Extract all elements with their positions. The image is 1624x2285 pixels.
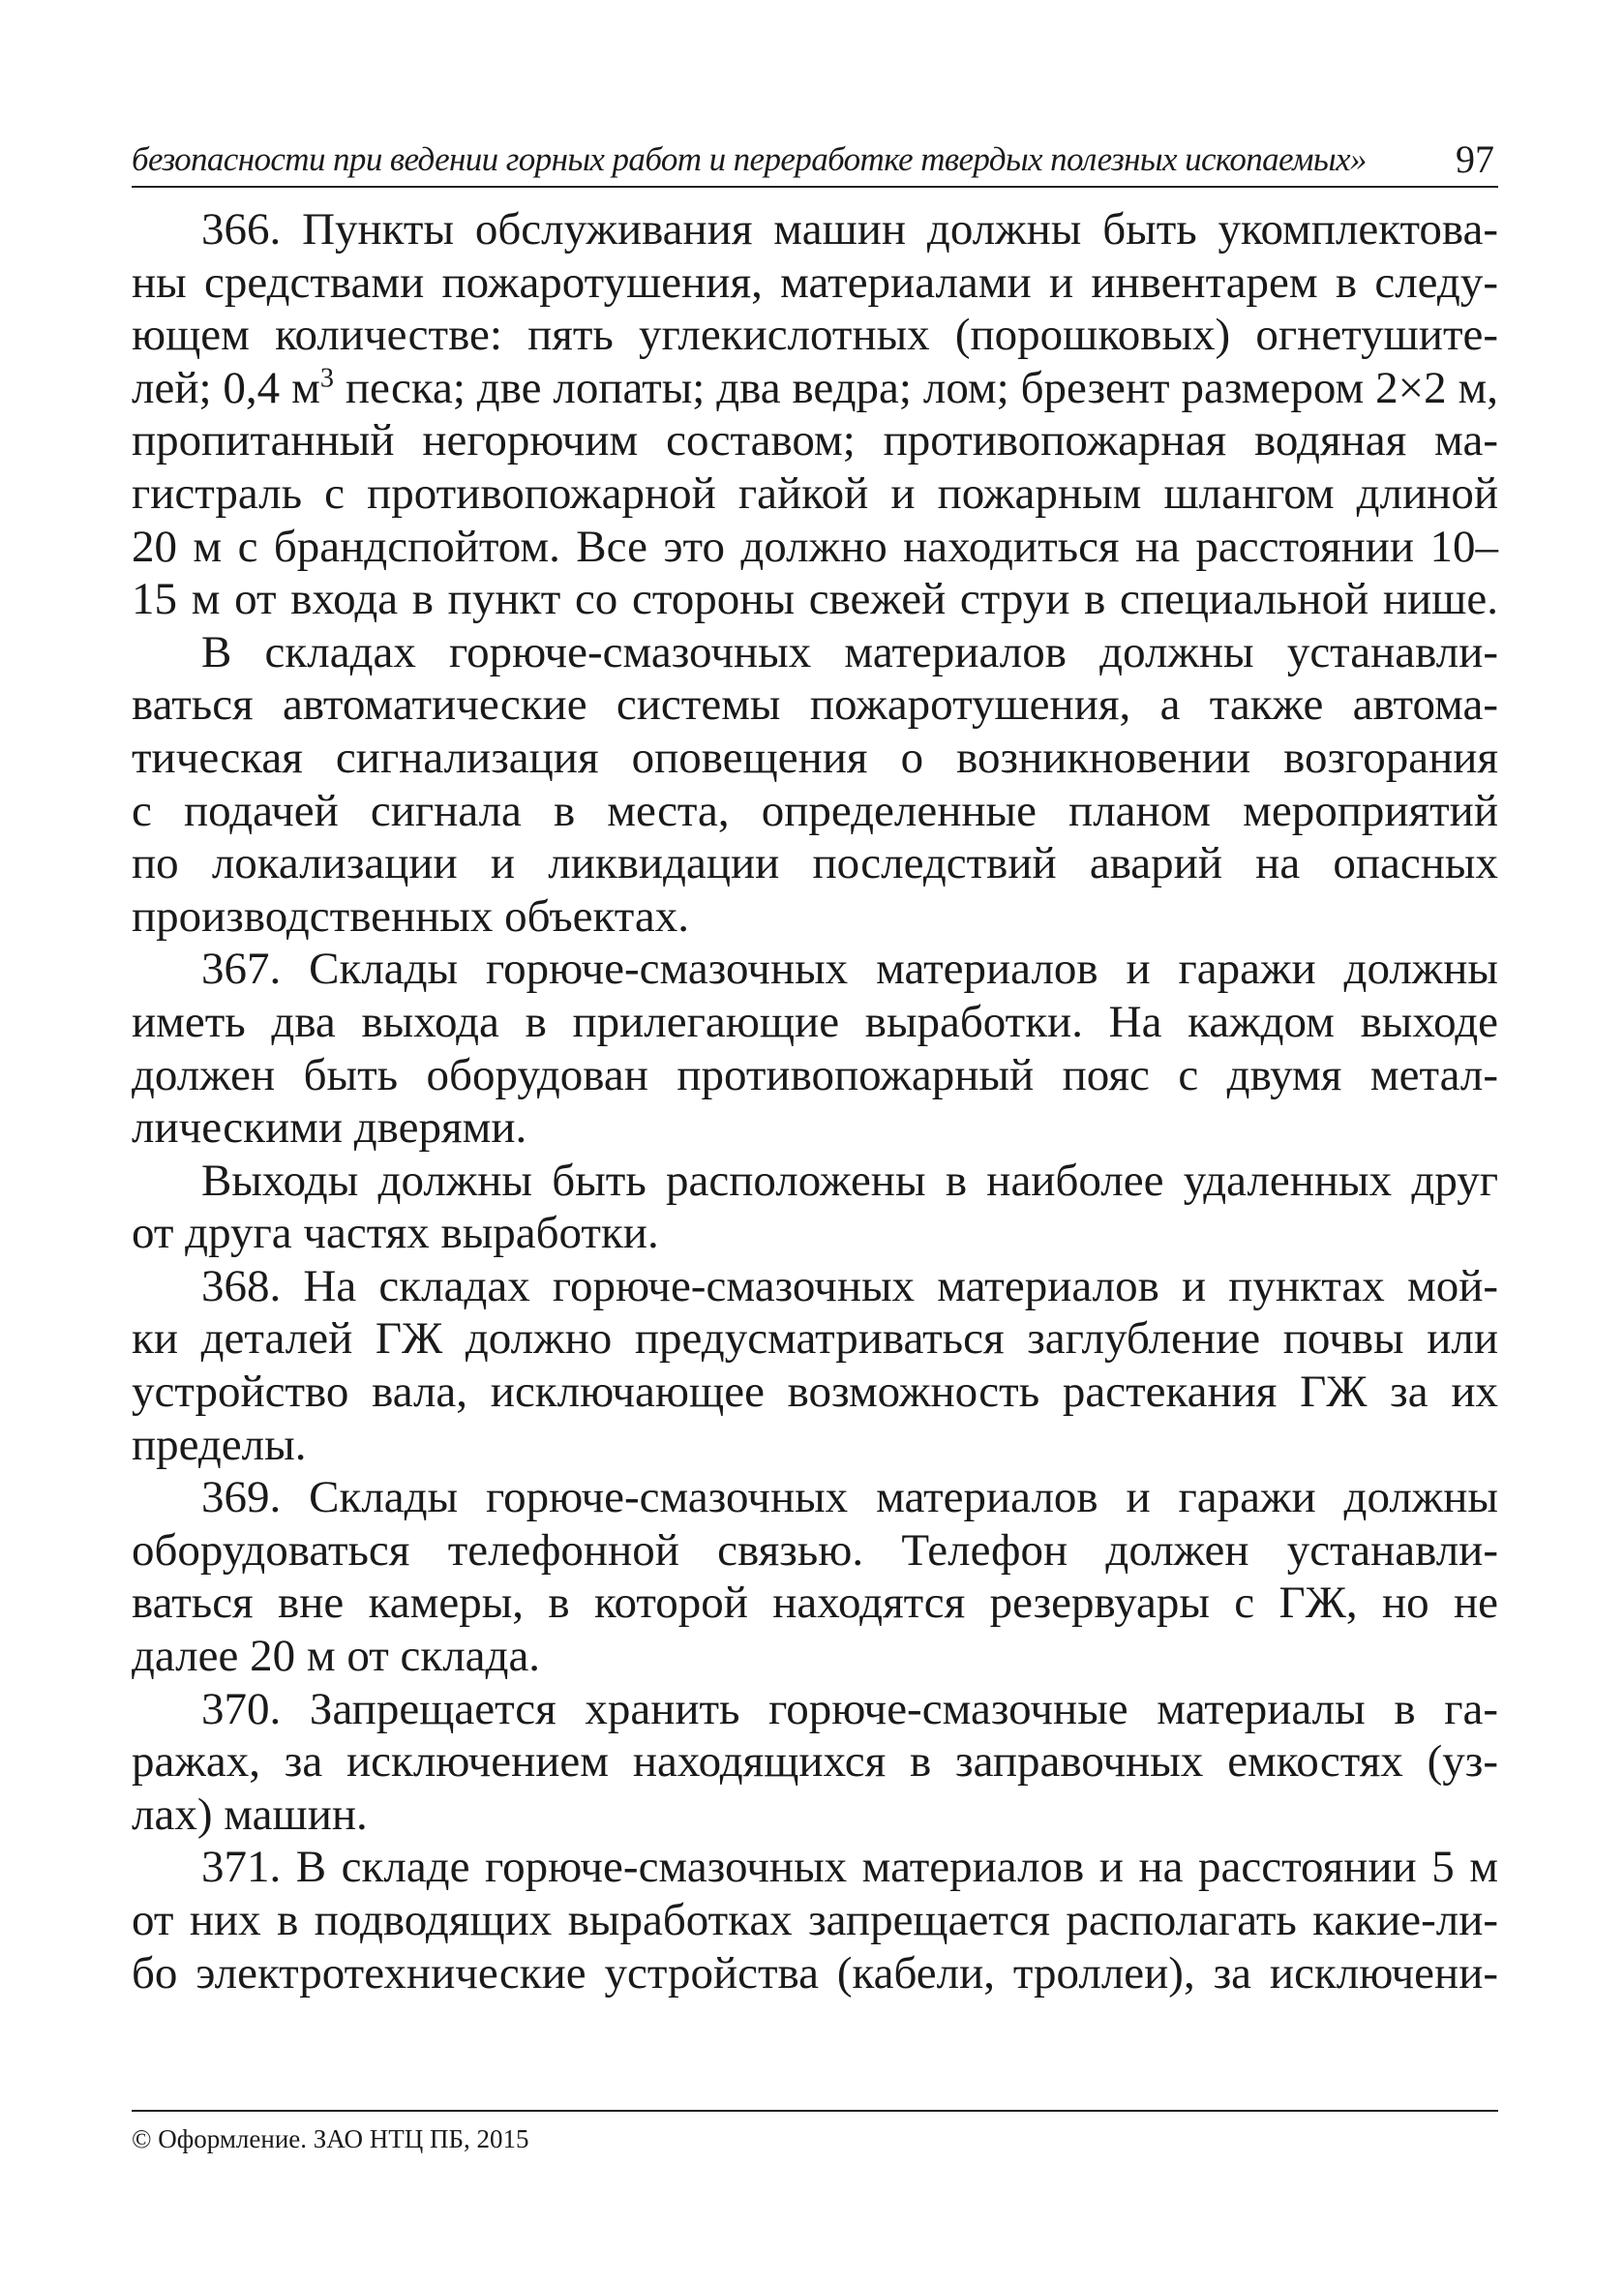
text-line: ны средствами пожаротушения, материалами и инвентарем в следу-	[132, 256, 1498, 308]
text-line: гистраль с противопожарной гайкой и пожарным шлангом длиной	[132, 467, 1498, 519]
text-line: 366. Пункты обслуживания машин должны быть укомплектова-	[201, 204, 1498, 255]
text-line: должен быть оборудован противопожарный пояс с двумя метал-	[132, 1049, 1498, 1100]
footer-rule	[132, 2110, 1498, 2112]
text-line: иметь два выхода в прилегающие выработки. На каждом выходе	[132, 996, 1498, 1047]
text-line: В складах горюче-смазочных материалов должны устанавли-	[201, 626, 1498, 677]
text-line: от друга частях выработки.	[132, 1208, 659, 1259]
superscript: 3	[319, 363, 334, 394]
running-header-title: безопасности при ведении горных работ и переработке твердых полезных ископаемых»	[132, 140, 1367, 178]
text-line: лах) машин.	[132, 1789, 368, 1840]
text-fragment: песка; две лопаты; два ведра; лом; брезент размером 2×2 м,	[333, 362, 1498, 413]
text-line: лическими дверями.	[132, 1102, 527, 1154]
text-line: 371. В складе горюче-смазочных материалов и на расстоянии 5 м	[201, 1842, 1498, 1893]
text-line: 369. Склады горюче-смазочных материалов и гаражи должны	[201, 1472, 1498, 1523]
paragraph-exits	[132, 1155, 1498, 1260]
text-line: оборудоваться телефонной связью. Телефон должен устанавли-	[132, 1524, 1498, 1576]
text-line: 15 м от входа в пункт со стороны свежей струи в специальной нише.	[132, 574, 1498, 625]
paragraph-fire-systems	[132, 626, 1498, 944]
text-line: от них в подводящих выработках запрещается располагать какие-ли-	[132, 1895, 1498, 1945]
text-line: тическая сигнализация оповещения о возникновении возгорания	[132, 732, 1498, 783]
paragraph-370	[132, 1683, 1498, 1842]
text-line: ражах, за исключением находящихся в заправочных емкостях (уз-	[132, 1736, 1498, 1788]
text-line: 20 м с брандспойтом. Все это должно находиться на расстоянии 10–	[132, 521, 1498, 572]
text-line: ваться автоматические системы пожаротушения, а также автома-	[132, 679, 1498, 731]
text-line: устройство вала, исключающее возможность растекания ГЖ за их	[132, 1367, 1498, 1418]
paragraph-366	[132, 203, 1498, 626]
copyright-footer: © Оформление. ЗАО НТЦ ПБ, 2015	[132, 2124, 529, 2153]
paragraph-367	[132, 943, 1498, 1154]
text-line: пропитанный негорючим составом; противопожарная водяная ма-	[132, 415, 1498, 466]
text-line: 368. На складах горюче-смазочных материалов и пунктах мой-	[201, 1260, 1498, 1311]
body-text	[132, 203, 1498, 1999]
text-line: ющем количестве: пять углекислотных (порошковых) огнетушите-	[132, 310, 1498, 361]
paragraph-368	[132, 1260, 1498, 1471]
paragraph-369	[132, 1471, 1498, 1682]
text-line: 370. Запрещается хранить горюче-смазочные материалы в га-	[201, 1683, 1498, 1734]
text-line	[132, 362, 1498, 415]
text-line: бо электротехнические устройства (кабели, троллеи), за исключени-	[132, 1947, 1498, 1999]
text-line: Выходы должны быть расположены в наиболее удаленных друг	[201, 1155, 1498, 1206]
page-number: 97	[1456, 137, 1494, 181]
text-line: 367. Склады горюче-смазочных материалов и гаражи должны	[201, 944, 1498, 995]
text-line: ки деталей ГЖ должно предусматриваться заглубление почвы или	[132, 1313, 1498, 1365]
text-line: по локализации и ликвидации последствий аварий на опасных	[132, 838, 1498, 889]
paragraph-371	[132, 1841, 1498, 1999]
running-header	[132, 134, 1498, 188]
text-line: ваться вне камеры, в которой находятся резервуары с ГЖ, но не	[132, 1578, 1498, 1629]
text-line: с подачей сигнала в места, определенные планом мероприятий	[132, 785, 1498, 836]
text-line: пределы.	[132, 1419, 307, 1470]
text-fragment: лей; 0,4 м	[132, 362, 320, 413]
text-line: производственных объектах.	[132, 890, 689, 942]
text-line: далее 20 м от склада.	[132, 1631, 541, 1682]
